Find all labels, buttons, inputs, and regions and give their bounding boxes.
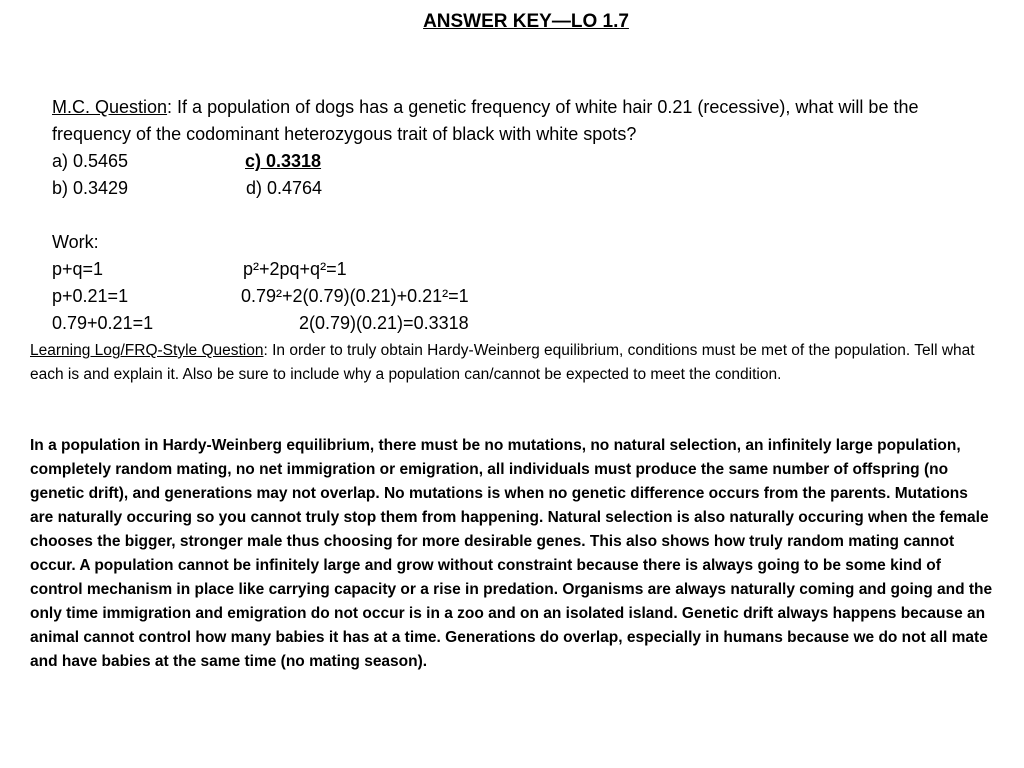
frq-question-block (30, 339, 994, 387)
frq-question-text (30, 339, 994, 387)
work-label: Work: (52, 232, 99, 252)
page-title: ANSWER KEY—LO 1.7 (423, 11, 629, 32)
work-row-1 (52, 256, 992, 283)
work-step-left: 0.79+0.21=1 (52, 313, 154, 333)
work-row-3 (52, 310, 992, 337)
frq-answer-block (30, 434, 994, 674)
mc-question-block (52, 94, 992, 337)
options-row-2 (52, 175, 992, 202)
work-step-left: p+0.21=1 (52, 286, 129, 306)
mc-question-body: : If a population of dogs has a genetic frequency of white hair 0.21 (recessive), what will be the frequency of the codominant heterozygous trait of black with white spots? (52, 97, 919, 144)
work-step-right: 2(0.79)(0.21)=0.3318 (299, 313, 469, 333)
frq-answer-text: In a population in Hardy-Weinberg equilibrium, there must be no mutations, no natural selection, an infinitely large population, completely random mating, no net immigration or emigration, all individuals must produce the same number of offspring (no genetic drift), and generations may not overlap. No mutations is when no genetic difference occurs from the parents. Mutations are naturally occuring so you cannot truly stop them from happening. Natural selection is also naturally occuring when the female chooses the bigger, stronger male thus choosing for more desirable genes. This also shows how truly random mating cannot occur. A population cannot be infinitely large and grow without constraint because there is always going to be some kind of control mechanism in place like carrying capacity or a rise in predation. Organisms are always naturally coming and going and the only time immigration and emigration do not occur is in a zoo and on an isolated island. Genetic drift always happens because an animal cannot control how many babies it has at a time. Generations do overlap, especially in humans because we do not all mate and have babies at the same time (no mating season). (30, 437, 993, 670)
work-step-left: p+q=1 (52, 259, 104, 279)
work-row-2 (52, 283, 992, 310)
mc-question-text (52, 94, 992, 148)
option-b: b) 0.3429 (52, 178, 129, 198)
spacer (52, 202, 992, 229)
frq-question-body: : In order to truly obtain Hardy-Weinberg equilibrium, conditions must be met of the population. Tell what each is and explain it. Also be sure to include why a population can/cannot be expected to meet the condition. (30, 342, 975, 383)
work-step-right: p²+2pq+q²=1 (243, 259, 347, 279)
work-step-right: 0.79²+2(0.79)(0.21)+0.21²=1 (241, 286, 469, 306)
options-row-1 (52, 148, 992, 175)
option-a: a) 0.5465 (52, 151, 129, 171)
frq-question-label: Learning Log/FRQ-Style Question (30, 342, 264, 359)
option-c-correct: c) 0.3318 (245, 151, 322, 171)
work-label-row (52, 229, 992, 256)
mc-question-label: M.C. Question (52, 97, 168, 117)
option-d: d) 0.4764 (246, 178, 323, 198)
